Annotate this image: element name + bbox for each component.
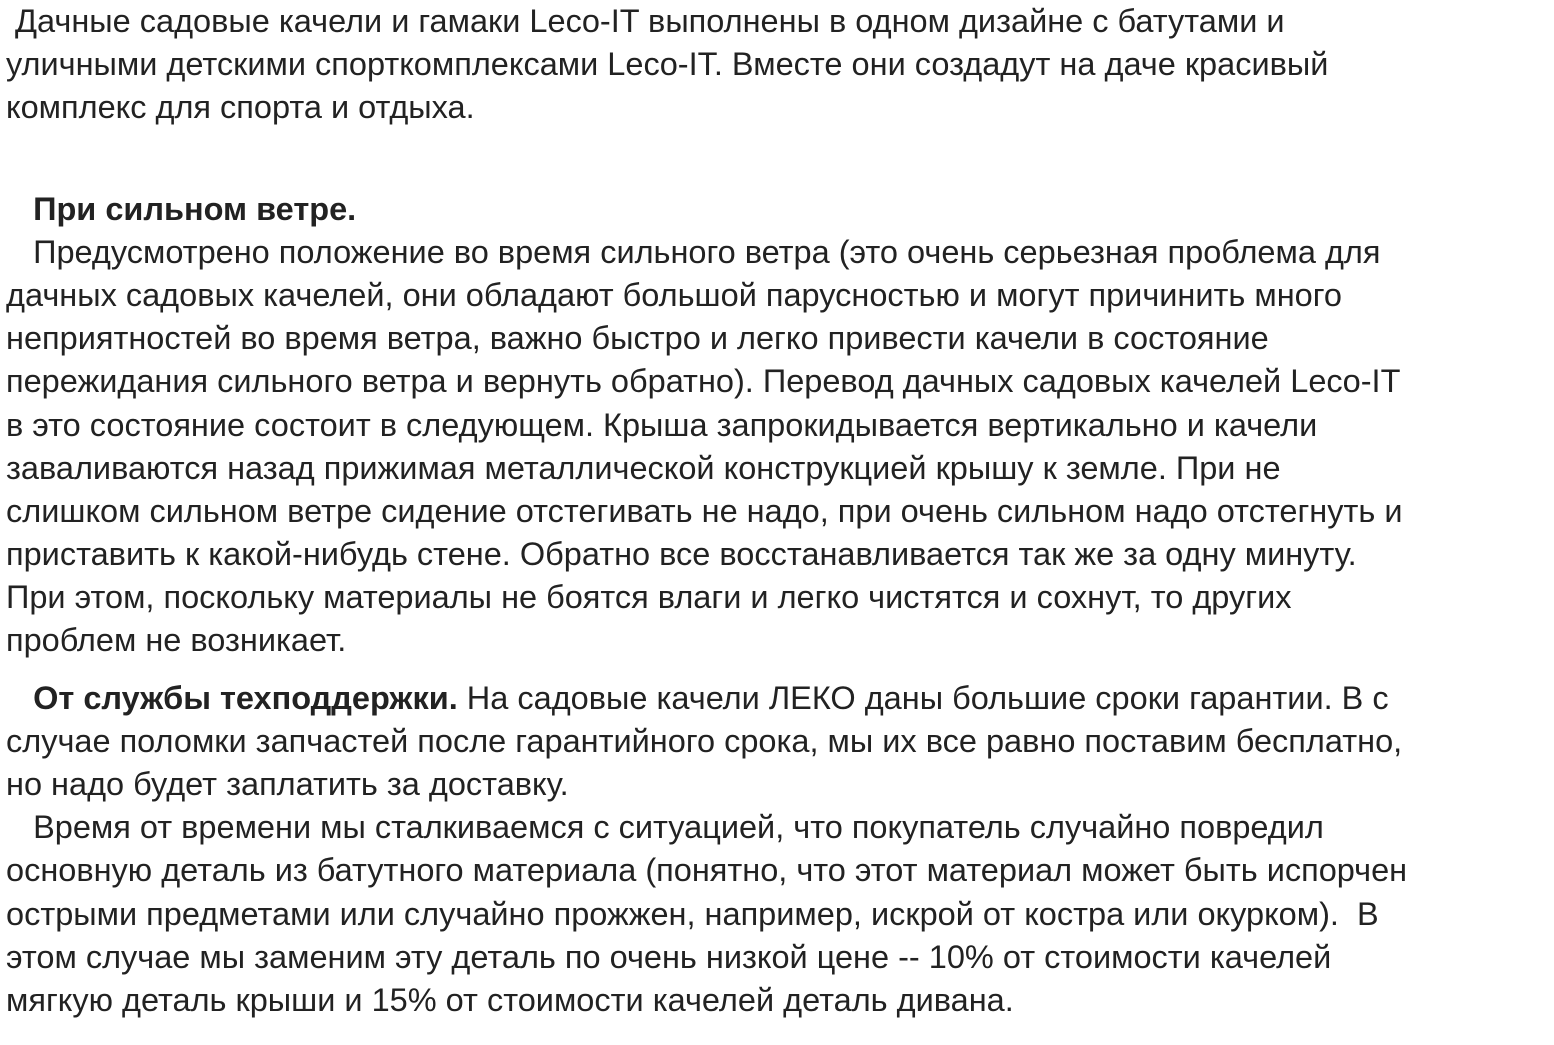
wind-heading-line: [6, 188, 1554, 231]
paragraph-spacer: [6, 130, 1554, 188]
wind-line: в это состояние состоит в следующем. Крыша запрокидывается вертикально и качели: [6, 406, 1318, 443]
wind-line: слишком сильном ветре сидение отстегивать не надо, при очень сильном надо отстегнуть и: [6, 492, 1403, 529]
intro-line: комплекс для спорта и отдыха.: [6, 89, 475, 126]
support-section: [6, 677, 1554, 1023]
intro-line: уличными детскими спорткомплексами Leco-IT. Вместе они создадут на даче красивый: [6, 46, 1329, 83]
wind-line: При этом, поскольку материалы не боятся влаги и легко чистятся и сохнут, то других: [6, 579, 1292, 616]
support-line: острыми предметами или случайно прожжен, например, искрой от костра или окурком). В: [6, 895, 1379, 932]
support-heading: От службы техподдержки.: [33, 679, 458, 716]
support-line: мягкую деталь крыши и 15% от стоимости качелей деталь дивана.: [6, 981, 1014, 1018]
support-line: но надо будет заплатить за доставку.: [6, 766, 569, 802]
wind-line: Предусмотрено положение во время сильного ветра (это очень серьезная проблема для: [6, 233, 1381, 270]
wind-line: пережидания сильного ветра и вернуть обратно). Перевод дачных садовых качелей Leco-IT: [6, 363, 1401, 400]
support-line: основную деталь из батутного материала (понятно, что этот материал может быть испорчен: [6, 852, 1408, 889]
wind-line: заваливаются назад прижимая металлической конструкцией крышу к земле. При не: [6, 449, 1281, 486]
paragraph-spacer: [6, 663, 1554, 677]
wind-line: дачных садовых качелей, они обладают большой парусностью и могут причинить много: [6, 276, 1342, 313]
support-line: случае поломки запчастей после гарантийного срока, мы их все равно поставим бесплатно,: [6, 722, 1403, 759]
wind-line: проблем не возникает.: [6, 622, 347, 659]
intro-paragraph: [6, 0, 1554, 130]
support-first-line-text: На садовые качели ЛЕКО даны большие сроки гарантии. В с: [457, 679, 1389, 716]
support-heading-line: [6, 677, 1554, 720]
intro-line: Дачные садовые качели и гамаки Leco-IT выполнены в одном дизайне с батутами и: [6, 3, 1285, 39]
wind-line: приставить к какой-нибудь стене. Обратно все восстанавливается так же за одну минуту.: [6, 536, 1357, 573]
support-line: этом случае мы заменим эту деталь по очень низкой цене -- 10% от стоимости качелей: [6, 938, 1332, 975]
wind-heading: При сильном ветре.: [33, 190, 357, 227]
support-line: Время от времени мы сталкиваемся с ситуацией, что покупатель случайно повредил: [6, 809, 1324, 846]
wind-line: неприятностей во время ветра, важно быстро и легко привести качели в состояние: [6, 320, 1269, 357]
wind-section: [6, 188, 1554, 663]
document-page: [6, 0, 1554, 1022]
